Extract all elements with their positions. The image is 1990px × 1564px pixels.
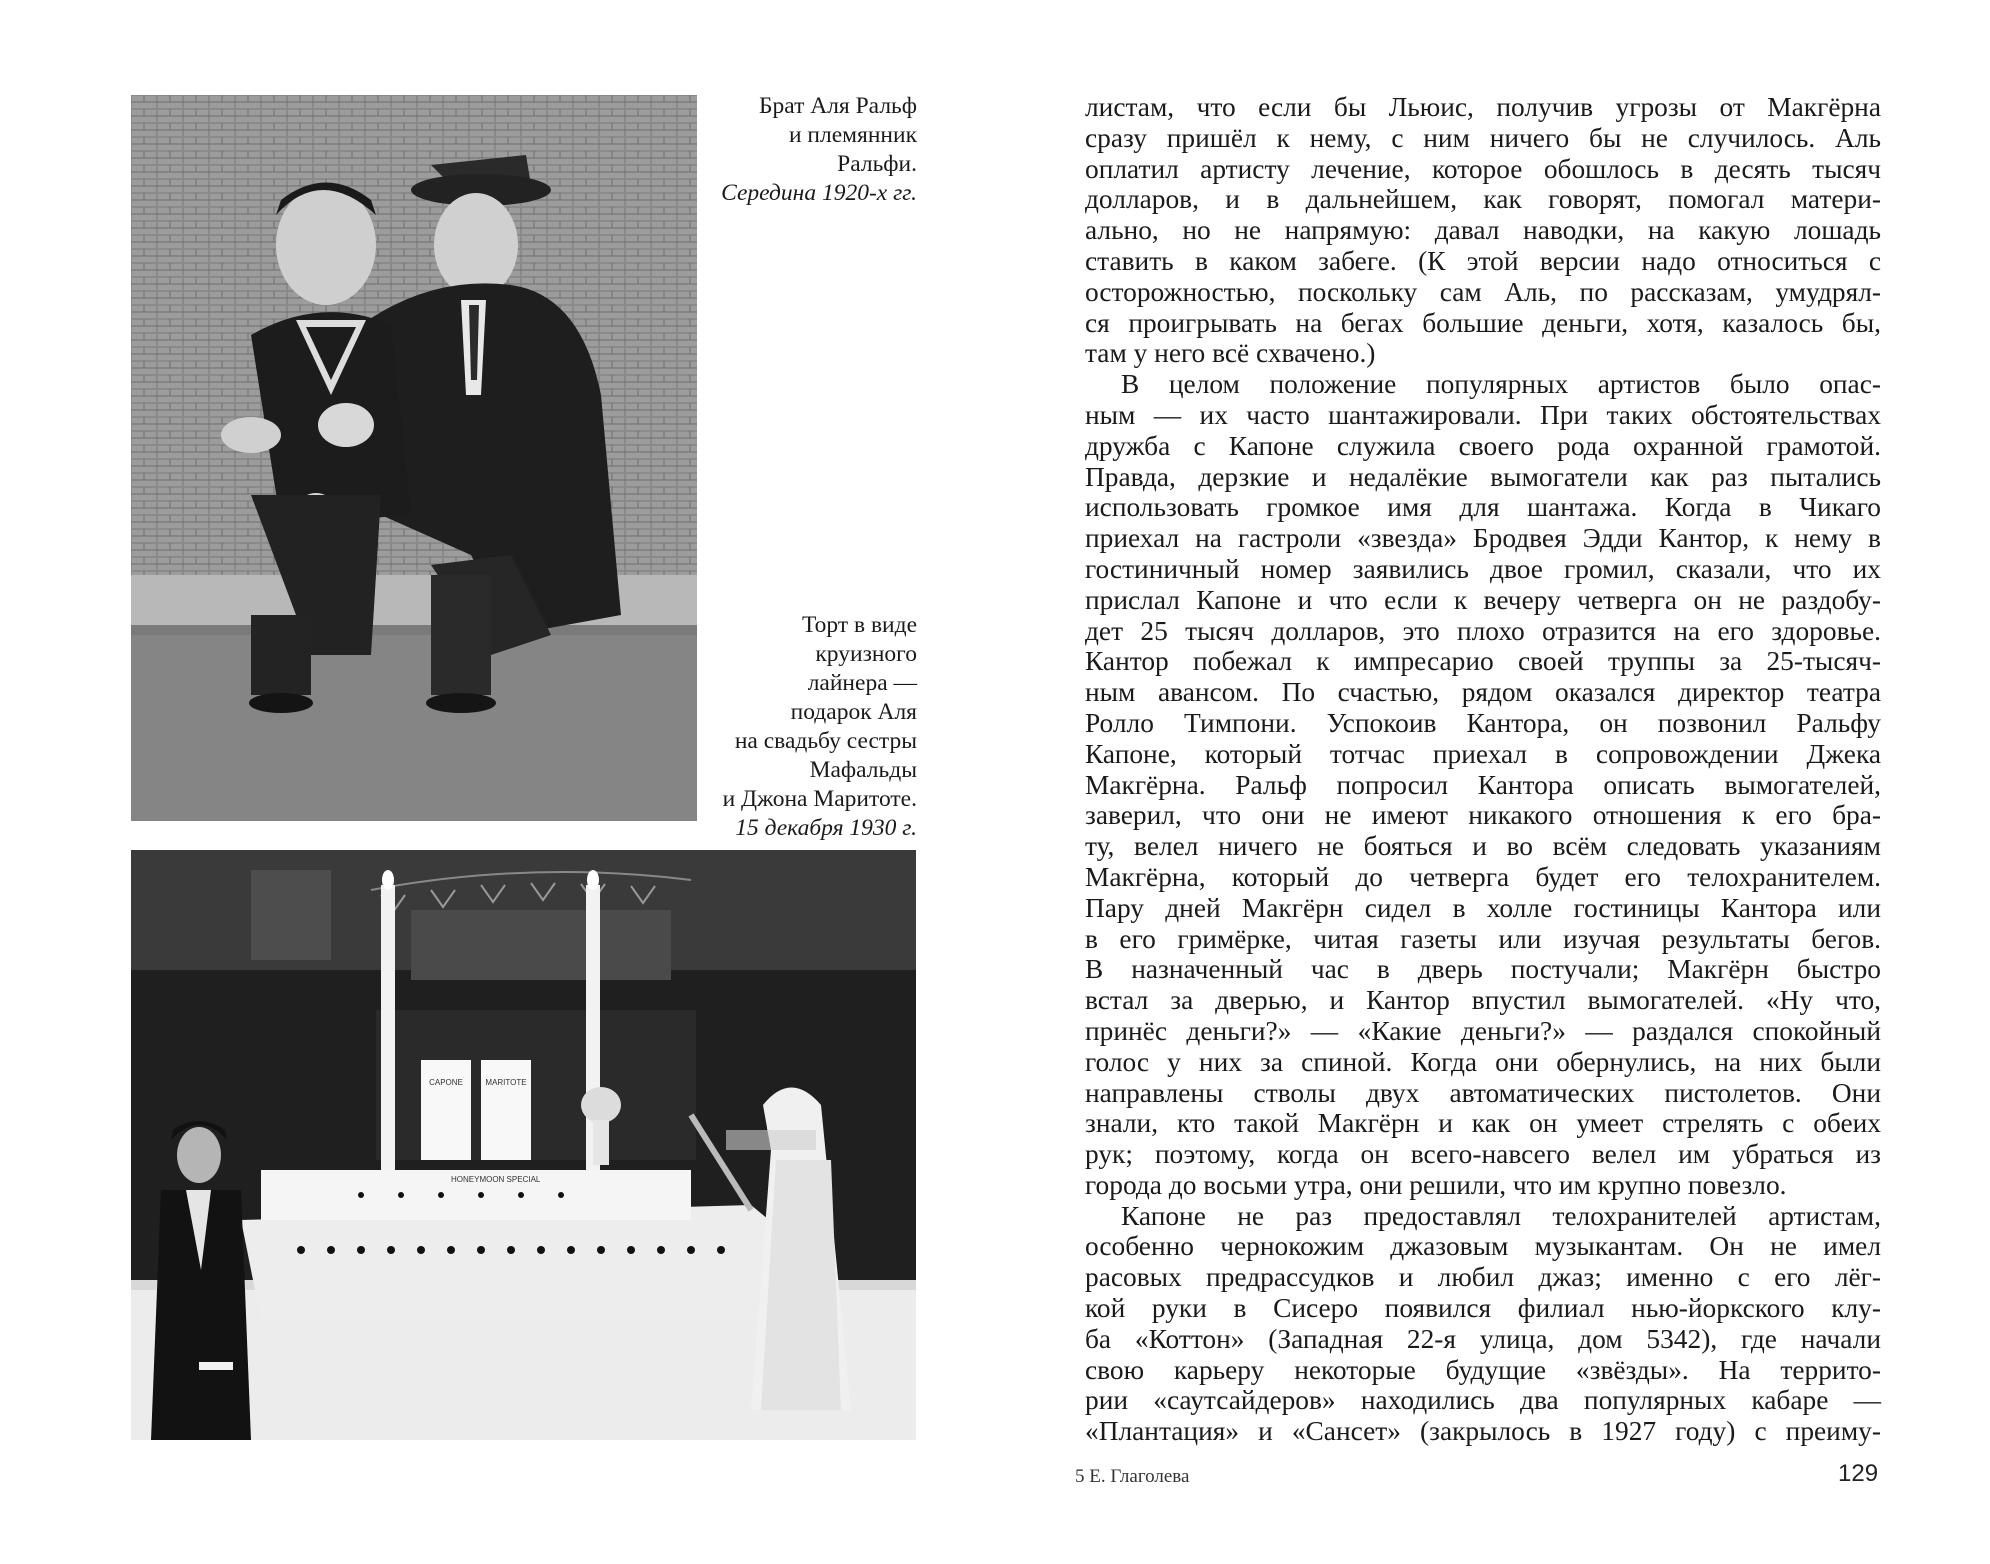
body-line: использовать громкое имя для шантажа. Когда в Чикаго: [1085, 492, 1881, 523]
body-line: Пару дней Макгёрн сидел в холле гостиницы Кантора или: [1085, 892, 1881, 923]
cake-funnel-right-text: MARITOTE: [485, 1078, 527, 1087]
photo-cake-illustration: [131, 850, 916, 1440]
body-line: В назначенный час в дверь постучали; Макгёрн быстро: [1085, 954, 1881, 985]
caption-1-line-3: Ральфи.: [837, 151, 917, 177]
body-line: рук; поэтому, когда он всего-навсего велел им убраться из: [1085, 1139, 1881, 1170]
body-line: Макгёрна, который до четверга будет его телохранителем.: [1085, 861, 1881, 892]
body-line: заверил, что они не имеют никакого отношения к его бра-: [1085, 800, 1881, 831]
body-text: [1085, 92, 1881, 1447]
cake-funnel-left-text: CAPONE: [429, 1078, 463, 1087]
body-line: ся проигрывать на бегах большие деньги, хотя, казалось бы,: [1085, 307, 1881, 338]
body-line: Правда, дерзкие и недалёкие вымогатели как раз пытались: [1085, 461, 1881, 492]
body-line: Капоне, который тотчас приехал в сопровождении Джека: [1085, 738, 1881, 769]
body-line: Ролло Тимпони. Успокоив Кантора, он позвонил Ральфу: [1085, 707, 1881, 738]
body-line: прислал Капоне и что если к вечеру четверга он не раздобу-: [1085, 584, 1881, 615]
body-line: ным — их часто шантажировали. При таких обстоятельствах: [1085, 399, 1881, 430]
caption-photo-2: [700, 611, 917, 843]
photo-ralph-and-nephew: [131, 95, 697, 821]
body-line: приехал на гастроли «звезда» Бродвея Эдди Кантор, к нему в: [1085, 523, 1881, 554]
caption-2-line-4: подарок Аля: [790, 699, 917, 725]
body-line: голос у них за спиной. Когда они обернулись, на них были: [1085, 1046, 1881, 1077]
body-line: Макгёрна. Ральф попросил Кантора описать вымогателей,: [1085, 769, 1881, 800]
caption-2-line-2: круизного: [815, 641, 917, 667]
caption-2-line-1: Торт в виде: [802, 612, 917, 638]
body-line: осторожностью, поскольку сам Аль, по рассказам, умудрял-: [1085, 276, 1881, 307]
body-line: там у него всё схвачено.): [1085, 338, 1376, 369]
body-line: в его гримёрке, читая газеты или изучая результаты бегов.: [1085, 923, 1881, 954]
body-line: ально, но не напрямую: давал наводки, на какую лошадь: [1085, 215, 1881, 246]
body-line: свою карьеру некоторые будущие «звёзды». На террито-: [1085, 1354, 1881, 1385]
caption-1-date: Середина 1920-х гг.: [721, 180, 917, 206]
body-line: кой руки в Сисеро появился филиал нью-йоркского клу-: [1085, 1293, 1881, 1324]
body-line: ту, велел ничего не бояться и во всём следовать указаниям: [1085, 831, 1881, 862]
footer-signature: 5 Е. Глаголева: [1075, 1466, 1190, 1487]
body-line: особенно чернокожим джазовым музыкантам. Он не имел: [1085, 1231, 1881, 1262]
body-line: знали, кто такой Макгёрн и как он умеет стрелять с обеих: [1085, 1108, 1881, 1139]
caption-1-line-1: Брат Аля Ральф: [759, 93, 917, 119]
body-line: «Плантация» и «Сансет» (закрылось в 1927 году) с преиму-: [1085, 1416, 1881, 1447]
body-line: принёс деньги?» — «Какие деньги?» — раздался спокойный: [1085, 1015, 1881, 1046]
body-line: ставить в каком забеге. (К этой версии надо относиться с: [1085, 245, 1881, 276]
body-line: гостиничный номер заявились двое громил, сказали, что их: [1085, 553, 1881, 584]
body-line: ба «Коттон» (Западная 22-я улица, дом 5342), где начали: [1085, 1323, 1881, 1354]
body-line: дружба с Капоне служила своего рода охранной грамотой.: [1085, 430, 1881, 461]
page-number: 129: [1838, 1460, 1879, 1487]
body-line: ным авансом. По счастью, рядом оказался директор театра: [1085, 677, 1881, 708]
body-line: дет 25 тысяч долларов, это плохо отразится на его здоровье.: [1085, 615, 1881, 646]
body-line: Кантор побежал к импресарио своей труппы за 25-тысяч-: [1085, 646, 1881, 677]
body-line: расовых предрассудков и любил джаз; именно с его лёг-: [1085, 1262, 1881, 1293]
caption-2-line-6: Мафальды: [809, 757, 917, 783]
body-line: долларов, и в дальнейшем, как говорят, помогал матери-: [1085, 184, 1881, 215]
caption-2-date: 15 декабря 1930 г.: [735, 815, 917, 841]
body-line: города до восьми утра, они решили, что им крупно повезло.: [1085, 1169, 1787, 1200]
body-line: сразу пришёл к нему, с ним ничего бы не случилось. Аль: [1085, 122, 1881, 153]
photo-wedding-cake: [131, 850, 916, 1440]
caption-2-line-5: на свадьбу сестры: [734, 728, 917, 754]
body-line: встал за дверью, и Кантор впустил вымогателей. «Ну что,: [1085, 985, 1881, 1016]
body-line: оплатил артисту лечение, которое обошлось в десять тысяч: [1085, 153, 1881, 184]
caption-photo-1: [700, 92, 917, 208]
photo-ralph-illustration: [131, 95, 697, 821]
caption-1-line-2: и племянник: [788, 122, 917, 148]
body-line: направлены стволы двух автоматических пистолетов. Они: [1085, 1077, 1881, 1108]
body-line: Капоне не раз предоставлял телохранителей артистам,: [1121, 1200, 1881, 1231]
cake-banner-text: HONEYMOON SPECIAL: [451, 1175, 541, 1184]
body-line: листам, что если бы Льюис, получив угрозы от Макгёрна: [1085, 92, 1881, 122]
body-line: рии «саутсайдеров» находились два популярных кабаре —: [1085, 1385, 1881, 1416]
body-line: В целом положение популярных артистов было опас-: [1121, 369, 1881, 400]
caption-2-line-3: лайнера —: [807, 670, 917, 696]
caption-2-line-7: и Джона Маритоте.: [722, 786, 917, 812]
